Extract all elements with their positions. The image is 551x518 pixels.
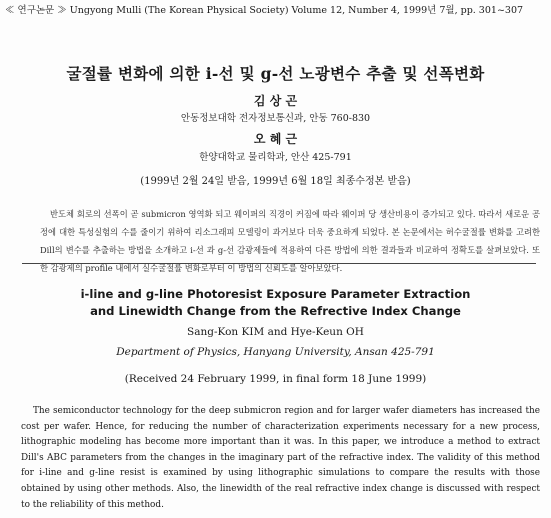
section-divider <box>22 263 536 264</box>
english-abstract: The semiconductor technology for the deep submicron region and for larger wafer diameters has increased the cost per wafer. Hence, for reducing the number of characterization experiments necessary for a new process, lithographic modeling has become more important than it was. In this paper, we introduce a method to extract Dill's ABC parameters from the changes in the imaginary part of the refractive index. The validity of this method for i-line and g-line resist is examined by using lithographic simulations to compare the results with those obtained by using other methods. Also, the linewidth of the real refractive index change is discussed with respect to the reliability of this method. <box>21 406 540 510</box>
korean-abstract: 반도체 회로의 선폭이 곧 submicron 영역화 되고 웨이퍼의 직경이 커짐에 따라 웨이퍼 당 생산비용이 증가되고 있다. 따라서 새로운 공정에 대한 특성실험의 수를 줄이기 위하여 리소그래피 모델링이 과거보다 더욱 중요하게 되었다. 본 논문에서는 허수굴절률 변화를 고려한 Dill의 변수를 추출하는 방법을 소개하고 i-선 과 g-선 감광제들에 적용하여 다른 방법에 의한 결과들과 비교하여 정확도를 살펴보았다. 또한 감광제의 profile 내에서 실수굴절률 변화로부터 이 방법의 신뢰도를 알아보았다. <box>40 209 540 273</box>
korean-affiliation-1: 안동정보대학 전자정보통신과, 안동 760-830 <box>180 113 371 124</box>
korean-author-1: 김 상 곤 <box>253 94 298 108</box>
korean-affiliation-2: 한양대학교 물리학과, 안산 425-791 <box>199 152 352 163</box>
korean-author-2: 오 혜 근 <box>253 132 298 146</box>
english-department: Department of Physics, Hanyang University, Ansan 425-791 <box>116 346 435 358</box>
english-title-line-2: and Linewidth Change from the Refrective Index Change <box>90 304 461 318</box>
english-received-dates: (Received 24 February 1999, in final form 18 June 1999) <box>124 373 427 385</box>
korean-received-dates: (1999년 2월 24일 받음, 1999년 6월 18일 최종수정본 받음) <box>140 176 411 187</box>
korean-title: 굴절률 변화에 의한 i-선 및 g-선 노광변수 추출 및 선폭변화 <box>66 64 485 83</box>
english-title <box>0 286 551 320</box>
journal-header: ≪ 연구논문 ≫ Ungyong Mulli (The Korean Physical Society) Volume 12, Number 4, 1999년 7월, pp. 301~307 <box>5 5 524 16</box>
english-authors: Sang-Kon KIM and Hye-Keun OH <box>187 326 364 338</box>
english-title-line-1: i-line and g-line Photoresist Exposure Parameter Extraction <box>80 287 471 301</box>
